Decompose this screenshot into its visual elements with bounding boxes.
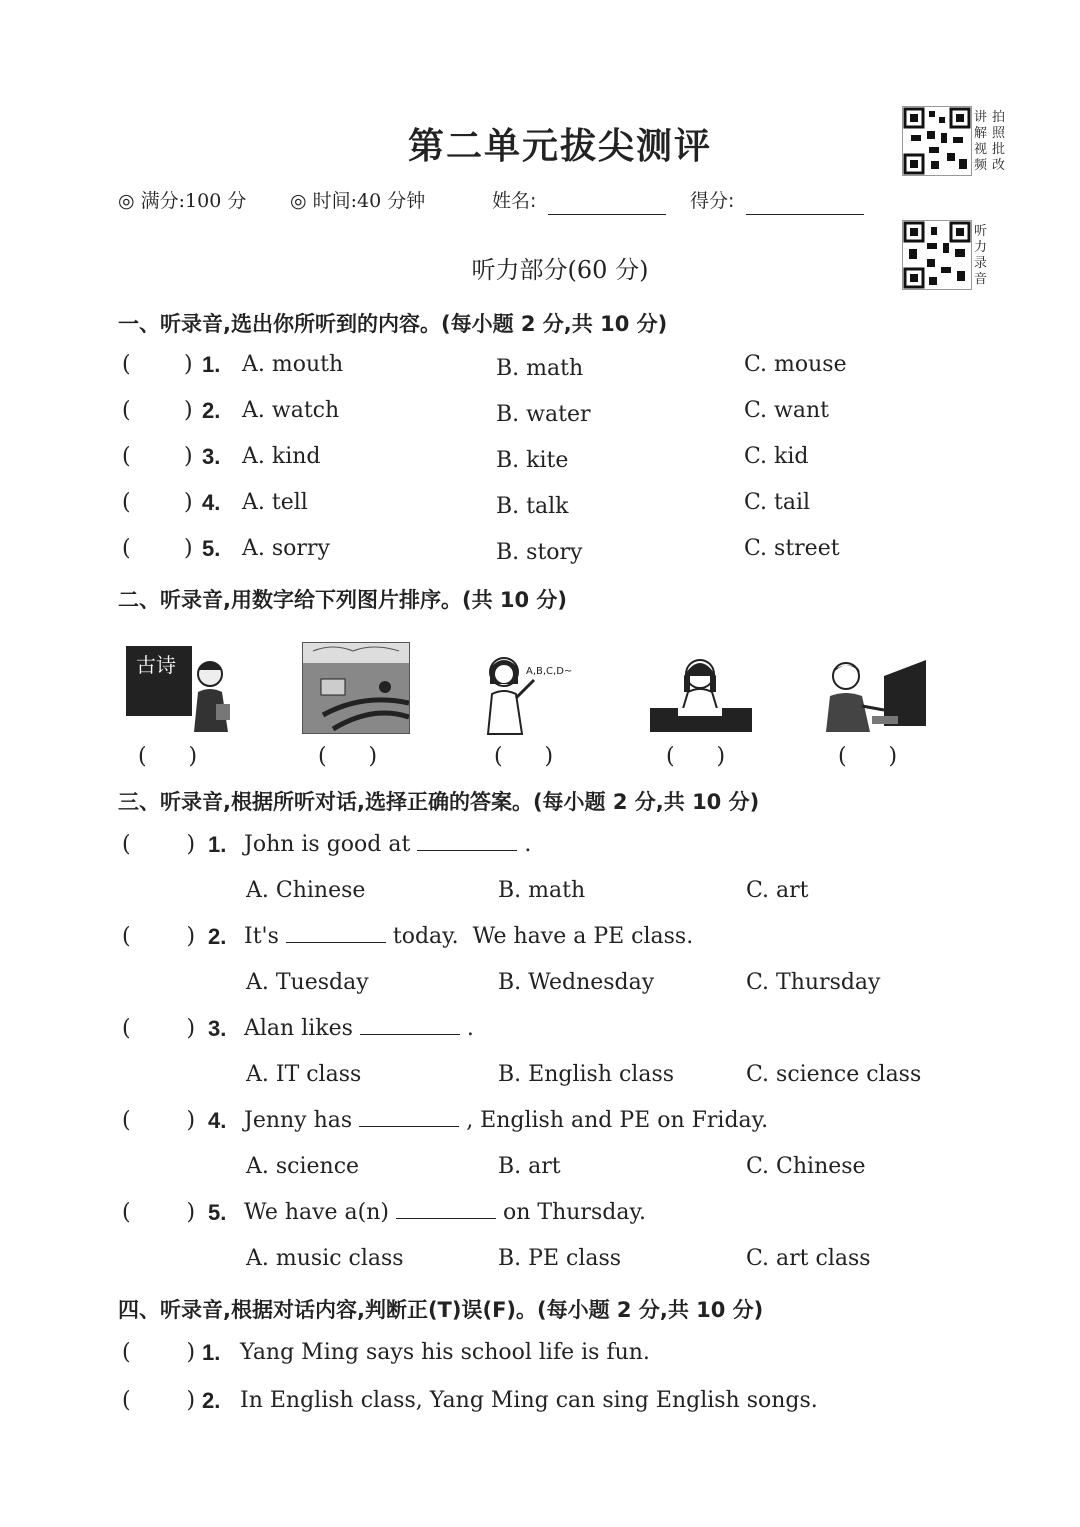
option-a: A. science	[246, 1154, 360, 1179]
answer-paren[interactable]: ( )	[122, 924, 196, 949]
answer-paren-open: (	[122, 536, 131, 561]
question-number: 1.	[202, 352, 221, 377]
answer-paren-close: )	[184, 398, 193, 423]
option-c: C. want	[744, 398, 829, 423]
answer-paren-open: (	[122, 490, 131, 515]
statement-text: Yang Ming says his school life is fun.	[240, 1340, 650, 1365]
answer-paren[interactable]: ( )	[122, 1016, 196, 1041]
qr-label-video: 讲解视频	[974, 110, 988, 173]
question-suffix: .	[466, 1016, 474, 1041]
question-suffix: .	[524, 832, 532, 857]
option-a: A. Tuesday	[246, 970, 369, 995]
name-label: 姓名:	[492, 190, 537, 212]
question-number: 3.	[208, 1016, 227, 1041]
question-number: 2.	[202, 1388, 221, 1413]
listening-subtitle: 听力部分(60 分)	[471, 256, 649, 284]
answer-paren-close: )	[184, 490, 193, 515]
statement-text: In English class, Yang Ming can sing English songs.	[240, 1388, 818, 1413]
fill-blank[interactable]	[286, 924, 386, 943]
question-number: 1.	[208, 832, 227, 857]
fill-blank[interactable]	[396, 1200, 496, 1219]
question-number: 1.	[202, 1340, 221, 1365]
option-c: C. mouse	[744, 352, 847, 377]
option-b: B. art	[498, 1154, 561, 1179]
question-prefix: Alan likes	[244, 1016, 353, 1041]
blackboard-text: 古诗	[136, 653, 176, 677]
question-number: 5.	[208, 1200, 227, 1225]
answer-blank[interactable]	[140, 352, 184, 378]
option-b: B. PE class	[498, 1246, 622, 1271]
question-suffix: , English and PE on Friday.	[466, 1108, 769, 1133]
answer-paren-close: )	[184, 352, 193, 377]
option-a: A. sorry	[242, 536, 330, 561]
question-text	[244, 832, 531, 857]
option-b: B. kite	[496, 448, 569, 473]
option-c: C. art	[746, 878, 809, 903]
option-b: B. Wednesday	[498, 970, 655, 995]
answer-paren[interactable]: ( )	[122, 1340, 196, 1365]
question-text	[244, 924, 693, 949]
option-c: C. kid	[744, 444, 809, 469]
question-number: 5.	[202, 536, 221, 561]
question-suffix: today. We have a PE class.	[392, 924, 694, 949]
answer-paren[interactable]: ( )	[122, 832, 196, 857]
answer-blank[interactable]	[140, 490, 184, 516]
option-b: B. talk	[496, 494, 569, 519]
section3-heading: 三、听录音,根据所听对话,选择正确的答案。(每小题 2 分,共 10 分)	[118, 790, 760, 814]
question-number: 2.	[208, 924, 227, 949]
picture-teacher-blackboard	[124, 642, 234, 734]
question-suffix: on Thursday.	[503, 1200, 646, 1225]
answer-blank[interactable]	[140, 536, 184, 562]
question-number: 2.	[202, 398, 221, 423]
option-c: C. Chinese	[746, 1154, 866, 1179]
section2-heading: 二、听录音,用数字给下列图片排序。(共 10 分)	[118, 588, 568, 612]
option-b: B. story	[496, 540, 583, 565]
option-b: B. math	[496, 356, 584, 381]
time-limit: ◎ 时间:40 分钟	[290, 190, 426, 212]
option-c: C. art class	[746, 1246, 871, 1271]
full-marks: ◎ 满分:100 分	[118, 190, 247, 212]
answer-paren-open: (	[122, 444, 131, 469]
option-a: A. music class	[246, 1246, 404, 1271]
name-field[interactable]	[548, 196, 666, 215]
answer-paren[interactable]: ( )	[122, 1200, 196, 1225]
option-a: A. tell	[242, 490, 308, 515]
answer-blank[interactable]	[140, 444, 184, 470]
option-b: B. math	[498, 878, 586, 903]
section4-heading: 四、听录音,根据对话内容,判断正(T)误(F)。(每小题 2 分,共 10 分)	[118, 1298, 764, 1322]
answer-blank[interactable]	[140, 398, 184, 424]
page-title: 第二单元拔尖测评	[407, 125, 712, 167]
question-number: 3.	[202, 444, 221, 469]
qr-label-audio: 听力录音	[974, 224, 988, 287]
score-field[interactable]	[746, 196, 864, 215]
question-prefix: We have a(n)	[244, 1200, 390, 1225]
fill-blank[interactable]	[359, 1108, 459, 1127]
option-a: A. IT class	[246, 1062, 362, 1087]
fill-blank[interactable]	[417, 832, 517, 851]
option-a: A. mouth	[242, 352, 344, 377]
answer-paren[interactable]: ( )	[122, 1108, 196, 1133]
qr-label-grade: 拍照批改	[992, 110, 1006, 173]
option-c: C. science class	[746, 1062, 922, 1087]
picture-girl-drawing	[648, 652, 754, 734]
answer-paren-close: )	[184, 444, 193, 469]
option-c: C. Thursday	[746, 970, 881, 995]
question-text	[244, 1108, 768, 1133]
option-b: B. water	[496, 402, 591, 427]
question-prefix: John is good at	[244, 832, 411, 857]
option-c: C. tail	[744, 490, 811, 515]
fill-blank[interactable]	[360, 1016, 460, 1035]
picture-farm-field	[302, 642, 410, 734]
question-text	[244, 1016, 474, 1041]
score-label: 得分:	[690, 190, 735, 212]
picture-girl-singing-abc	[478, 650, 588, 736]
speech-text: A,B,C,D~	[526, 666, 573, 677]
picture-boy-computer	[822, 656, 930, 734]
question-prefix: Jenny has	[244, 1108, 353, 1133]
question-number: 4.	[202, 490, 221, 515]
option-a: A. kind	[242, 444, 321, 469]
picture-order-bracket[interactable]: ( )	[138, 744, 198, 769]
picture-order-bracket[interactable]: ( )	[318, 744, 378, 769]
question-prefix: It's	[244, 924, 279, 949]
question-number: 4.	[208, 1108, 227, 1133]
answer-paren-open: (	[122, 398, 131, 423]
picture-order-bracket[interactable]: ( )	[666, 744, 726, 769]
answer-paren[interactable]: ( )	[122, 1388, 196, 1413]
answer-paren-close: )	[184, 536, 193, 561]
option-c: C. street	[744, 536, 840, 561]
option-b: B. English class	[498, 1062, 675, 1087]
picture-order-bracket[interactable]: ( )	[494, 744, 554, 769]
answer-paren-open: (	[122, 352, 131, 377]
option-a: A. watch	[242, 398, 340, 423]
question-text	[244, 1200, 646, 1225]
option-a: A. Chinese	[246, 878, 366, 903]
picture-order-bracket[interactable]: ( )	[838, 744, 898, 769]
section1-heading: 一、听录音,选出你所听到的内容。(每小题 2 分,共 10 分)	[118, 312, 668, 336]
qr-code-video[interactable]	[902, 106, 972, 176]
